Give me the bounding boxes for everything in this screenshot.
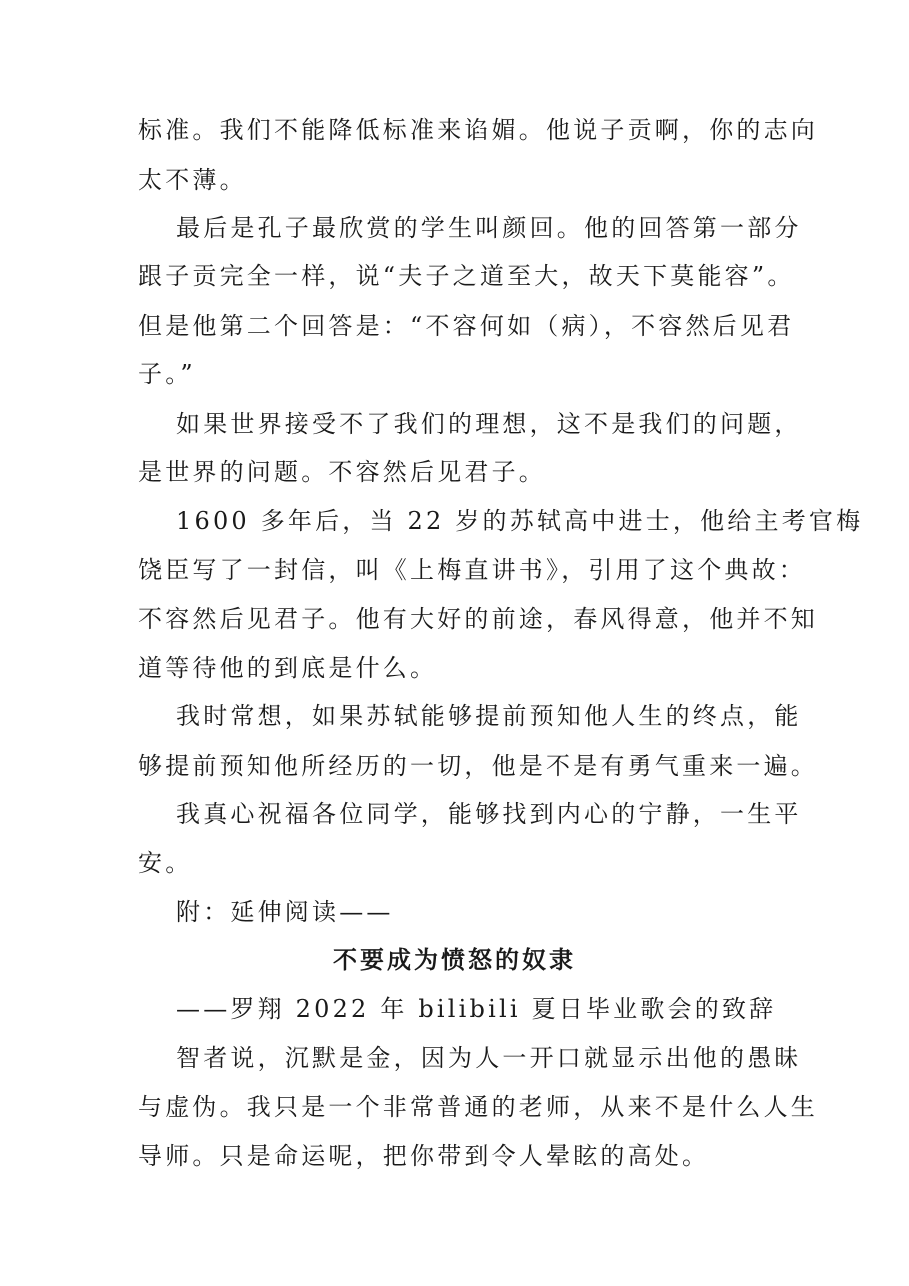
paragraph-line: 标准。我们不能降低标准来谄媚。他说子贡啊，你的志向 bbox=[138, 116, 818, 144]
paragraph-line: 但是他第二个回答是：“不容何如（病），不容然后见君 bbox=[138, 312, 795, 340]
paragraph-line: 智者说，沉默是金，因为人一开口就显示出他的愚昧 bbox=[176, 1044, 802, 1072]
paragraph-line: 我真心祝福各位同学，能够找到内心的宁静，一生平 bbox=[176, 800, 802, 828]
article-subtitle: ——罗翔 2022 年 bilibili 夏日毕业歌会的致辞 bbox=[176, 995, 777, 1023]
paragraph-line: 最后是孔子最欣赏的学生叫颜回。他的回答第一部分 bbox=[176, 214, 802, 242]
paragraph-line: 安。 bbox=[138, 849, 193, 877]
paragraph-line: 是世界的问题。不容然后见君子。 bbox=[138, 458, 546, 486]
paragraph-line: 附：延伸阅读—— bbox=[176, 898, 394, 926]
paragraph-line: 太不薄。 bbox=[138, 166, 247, 194]
article-title: 不要成为愤怒的奴隶 bbox=[333, 946, 576, 974]
paragraph-line: 子。” bbox=[138, 360, 196, 388]
paragraph-line: 如果世界接受不了我们的理想，这不是我们的问题， bbox=[176, 410, 802, 438]
paragraph-line: 跟子贡完全一样，说“夫子之道至大，故天下莫能容”。 bbox=[138, 262, 795, 290]
paragraph-line: 我时常想，如果苏轼能够提前预知他人生的终点，能 bbox=[176, 702, 802, 730]
paragraph-line: 不容然后见君子。他有大好的前途，春风得意，他并不知 bbox=[138, 605, 818, 633]
paragraph-line: 饶臣写了一封信，叫《上梅直讲书》，引用了这个典故： bbox=[138, 556, 806, 584]
paragraph-line: 道等待他的到底是什么。 bbox=[138, 654, 438, 682]
paragraph-line: 够提前预知他所经历的一切，他是不是有勇气重来一遍。 bbox=[138, 752, 818, 780]
paragraph-line: 导师。只是命运呢，把你带到令人晕眩的高处。 bbox=[138, 1142, 710, 1170]
paragraph-line: 1600 多年后，当 22 岁的苏轼高中进士，他给主考官梅 bbox=[176, 507, 864, 535]
paragraph-line: 与虚伪。我只是一个非常普通的老师，从来不是什么人生 bbox=[138, 1093, 818, 1121]
